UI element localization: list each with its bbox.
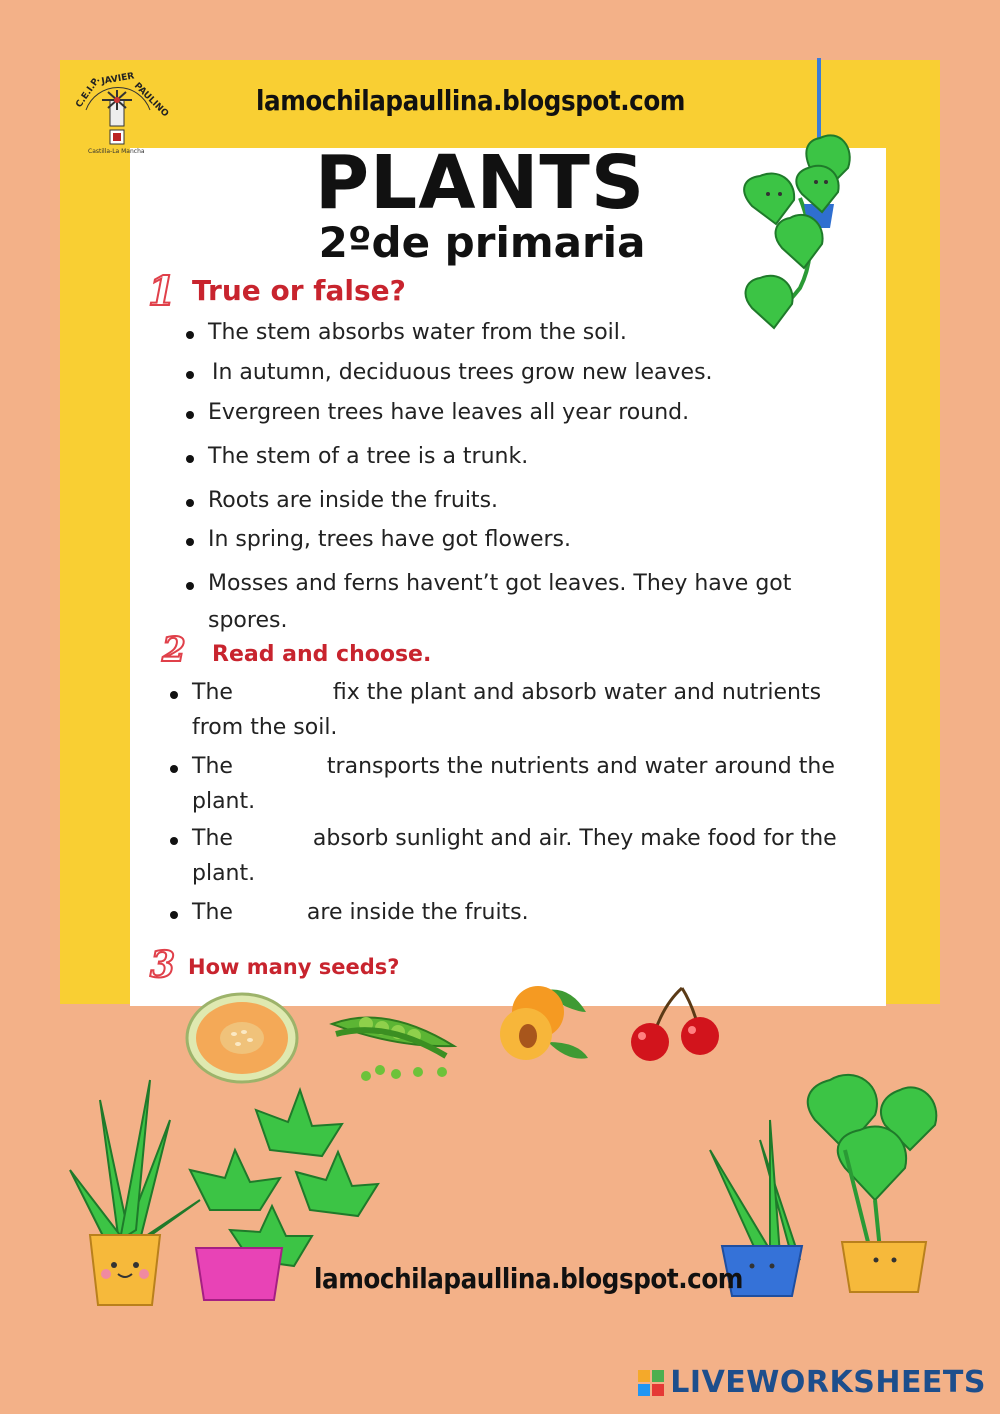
section-3-number: 3 xyxy=(150,944,176,986)
list-item[interactable]: The absorb sunlight and air. They make food for the plant. xyxy=(192,826,837,886)
svg-text:C.E.I.P.: C.E.I.P. xyxy=(74,75,103,110)
list-item[interactable]: The stem of a tree is a trunk. xyxy=(208,444,528,469)
section-3-heading: How many seeds? xyxy=(188,955,400,979)
liveworksheets-brand[interactable] xyxy=(638,1365,986,1400)
svg-text:PAULINO: PAULINO xyxy=(131,81,171,120)
list-item[interactable]: In autumn, deciduous trees grow new leaves. xyxy=(212,360,713,385)
page-subtitle: 2ºde primaria xyxy=(318,218,646,267)
section-2-heading: Read and choose. xyxy=(212,642,432,667)
list-item[interactable]: The fix the plant and absorb water and nutrients from the soil. xyxy=(192,680,821,740)
list-item[interactable]: The stem absorbs water from the soil. xyxy=(208,320,627,345)
logo-region-text: Castilla-La Mancha xyxy=(88,148,145,155)
site-url-bottom[interactable]: lamochilapaullina.blogspot.com xyxy=(314,1262,744,1295)
section-1-number: 1 xyxy=(148,268,176,315)
list-item[interactable]: The are inside the fruits. xyxy=(192,900,529,925)
hanging-plant-icon xyxy=(700,58,880,348)
list-item[interactable]: Roots are inside the fruits. xyxy=(208,488,498,513)
section-1-heading: True or false? xyxy=(192,274,406,307)
site-url-top[interactable]: lamochilapaullina.blogspot.com xyxy=(256,84,686,117)
list-item[interactable]: Evergreen trees have leaves all year round. xyxy=(208,400,689,425)
liveworksheets-logo-icon xyxy=(638,1370,664,1396)
apricot-icon[interactable] xyxy=(498,982,592,1062)
list-item[interactable]: In spring, trees have got flowers. xyxy=(208,527,571,552)
page-title: PLANTS xyxy=(314,140,646,226)
svg-text:JAVIER: JAVIER xyxy=(100,71,136,87)
cherries-icon[interactable] xyxy=(628,984,722,1064)
list-item[interactable]: The transports the nutrients and water around the plant. xyxy=(192,754,835,814)
section-2-number: 2 xyxy=(162,630,186,670)
list-item[interactable]: Mosses and ferns havent’t got leaves. They have got spores. xyxy=(208,571,791,633)
liveworksheets-text: LIVEWORKSHEETS xyxy=(670,1365,986,1400)
